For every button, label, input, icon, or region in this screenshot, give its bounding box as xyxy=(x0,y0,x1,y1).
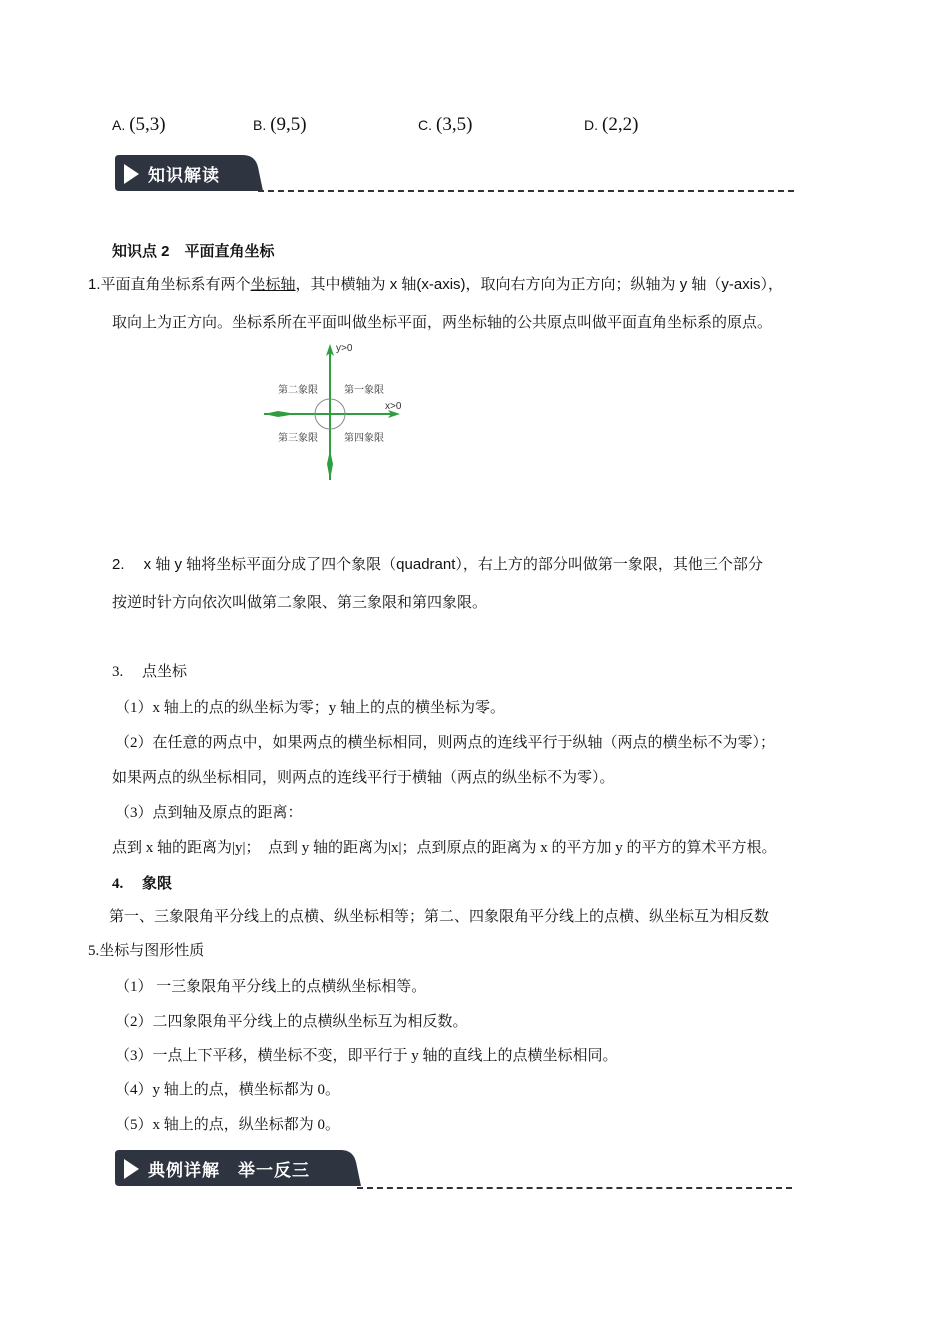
paragraph-3-line-1: （1）x 轴上的点的纵坐标为零；y 轴上的点的横坐标为零。 xyxy=(115,700,506,716)
paragraph-5-item-5: （5）x 轴上的点，纵坐标都为 0。 xyxy=(115,1117,341,1133)
paragraph-1-line-2: 取向上为正方向。坐标系所在平面叫做坐标平面，两坐标轴的公共原点叫做平面直角坐标系的原点。 xyxy=(112,314,773,331)
option-c-letter: C. xyxy=(418,117,432,133)
x-axis-label: x>0 xyxy=(385,401,402,412)
banner-knowledge-divider xyxy=(258,190,794,192)
paragraph-5-heading: 5.坐标与图形性质 xyxy=(88,943,205,959)
paragraph-1-line-1 xyxy=(88,273,783,294)
option-c xyxy=(418,114,472,136)
quadrant-4-label: 第四象限 xyxy=(344,433,384,444)
banner-examples-divider xyxy=(357,1187,792,1189)
option-d-value: (2,2) xyxy=(602,114,639,135)
option-c-value: (3,5) xyxy=(436,114,473,135)
option-b xyxy=(253,114,307,136)
paragraph-2-line-1: 2. x 轴 y 轴将坐标平面分成了四个象限（quadrant），右上方的部分叫做第一象限，其他三个部分 xyxy=(112,556,763,573)
paragraph-3-line-2: （2）在任意的两点中，如果两点的横坐标相同，则两点的连线平行于纵轴（两点的横坐标不为零）； xyxy=(115,735,776,751)
paragraph-3-line-3: 如果两点的纵坐标相同，则两点的连线平行于横轴（两点的纵坐标不为零）。 xyxy=(112,770,615,786)
paragraph-1-suffix: ，其中横轴为 x 轴(x-axis)，取向右方向为正方向；纵轴为 y 轴（y-axis）， xyxy=(295,276,784,293)
option-a-letter: A. xyxy=(112,117,126,133)
paragraph-5-item-4: （4）y 轴上的点，横坐标都为 0。 xyxy=(115,1082,341,1098)
quadrant-diagram xyxy=(262,342,412,484)
quadrant-3-label: 第三象限 xyxy=(278,433,318,444)
banner-knowledge-text: 知识解读 xyxy=(148,166,220,186)
paragraph-3-line-5: 点到 x 轴的距离为|y|； 点到 y 轴的距离为|x|；点到原点的距离为 x 的平方加 y 的平方的算术平方根。 xyxy=(112,840,777,856)
option-b-value: (9,5) xyxy=(270,114,307,135)
y-axis-label: y>0 xyxy=(336,343,353,354)
paragraph-2-line-2: 按逆时针方向依次叫做第二象限、第三象限和第四象限。 xyxy=(112,594,488,611)
paragraph-3-line-4: （3）点到轴及原点的距离： xyxy=(115,805,303,821)
option-a xyxy=(112,114,166,136)
paragraph-4-heading: 4. 象限 xyxy=(112,876,173,892)
paragraph-1-prefix: 1.平面直角坐标系有两个 xyxy=(88,276,251,293)
paragraph-5-item-3: （3）一点上下平移，横坐标不变，即平行于 y 轴的直线上的点横坐标相同。 xyxy=(115,1048,618,1064)
section-title: 知识点 2 平面直角坐标 xyxy=(112,243,275,260)
option-b-letter: B. xyxy=(253,117,267,133)
paragraph-4-line: 第一、三象限角平分线上的点横、纵坐标相等；第二、四象限角平分线上的点横、纵坐标互为相反数 xyxy=(109,909,770,925)
paragraph-3-heading: 3. 点坐标 xyxy=(112,664,188,680)
quadrant-axes xyxy=(262,342,412,484)
banner-examples xyxy=(115,1148,365,1188)
banner-examples-text: 典例详解 举一反三 xyxy=(148,1161,310,1181)
option-a-value: (5,3) xyxy=(129,114,166,135)
quadrant-2-label: 第二象限 xyxy=(278,385,318,396)
axis-term-link: 坐标轴 xyxy=(250,276,296,293)
option-d xyxy=(584,114,638,136)
option-d-letter: D. xyxy=(584,117,598,133)
quadrant-1-label: 第一象限 xyxy=(344,385,384,396)
banner-knowledge xyxy=(115,153,265,193)
paragraph-5-item-1: （1） 一三象限角平分线上的点横纵坐标相等。 xyxy=(115,979,427,995)
paragraph-5-item-2: （2）二四象限角平分线上的点横纵坐标互为相反数。 xyxy=(115,1014,468,1030)
